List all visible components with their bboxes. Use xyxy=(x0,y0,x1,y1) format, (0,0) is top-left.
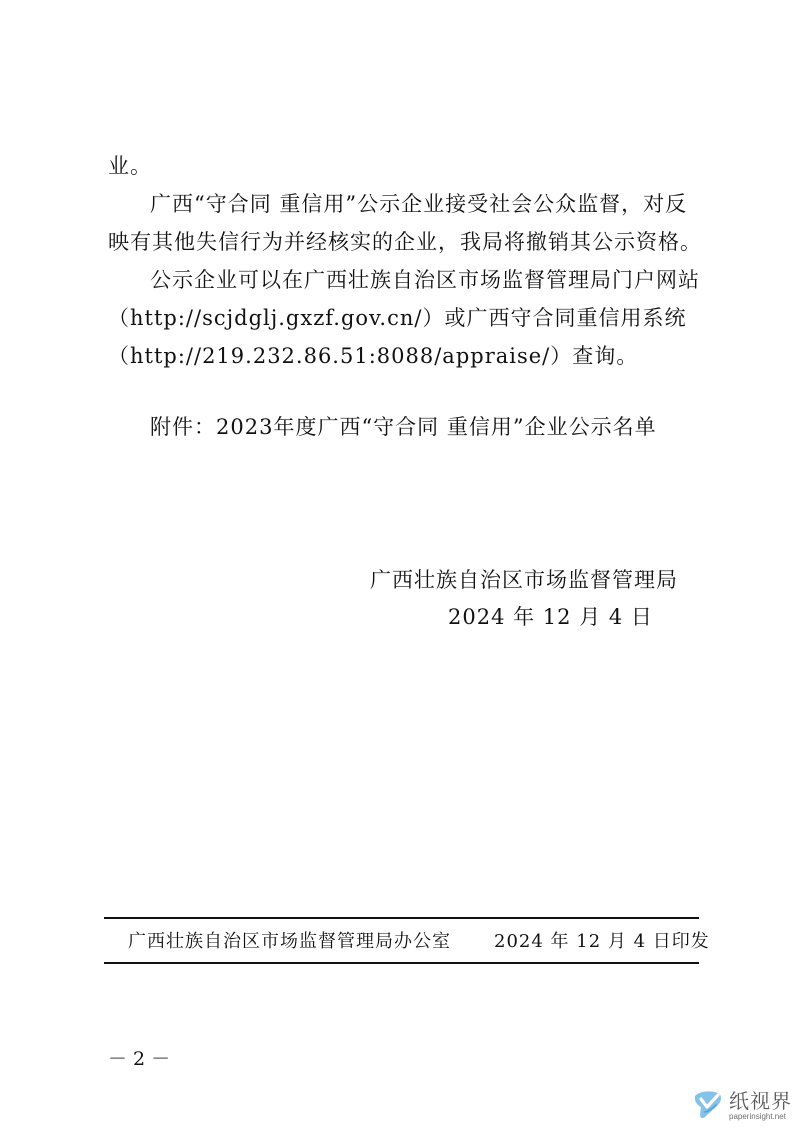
body-para-query-line2: （http://scjdglj.gxzf.gov.cn/）或广西守合同重信用系统 xyxy=(108,306,687,330)
footer-print-date: 2024 年 12 月 4 日印发 xyxy=(494,931,710,952)
body-line-continuation: 业。 xyxy=(108,154,152,178)
body-para-query-line3: （http://219.232.86.51:8088/appraise/）查询。 xyxy=(108,344,639,368)
body-para-supervision-line1: 广西“守合同 重信用”公示企业接受社会公众监督，对反 xyxy=(150,192,688,216)
watermark-url: paperinsight.net xyxy=(729,1112,786,1121)
body-para-supervision-line2: 映有其他失信行为并经核实的企业，我局将撤销其公示资格。 xyxy=(108,230,702,254)
body-para-query-line1: 公示企业可以在广西壮族自治区市场监督管理局门户网站 xyxy=(150,268,700,292)
paperinsight-logo-icon xyxy=(691,1087,725,1125)
watermark-name: 纸视界 xyxy=(729,1089,792,1113)
attachment-line: 附件：2023年度广西“守合同 重信用”企业公示名单 xyxy=(150,415,657,439)
issuer-signature: 广西壮族自治区市场监督管理局 xyxy=(370,568,678,592)
issue-date: 2024 年 12 月 4 日 xyxy=(448,605,653,629)
watermark xyxy=(691,1087,792,1125)
footer-top-rule xyxy=(104,917,699,919)
page-number: － 2 － xyxy=(108,1048,171,1070)
footer-office: 广西壮族自治区市场监督管理局办公室 xyxy=(128,931,451,952)
footer-bottom-rule xyxy=(104,962,699,964)
